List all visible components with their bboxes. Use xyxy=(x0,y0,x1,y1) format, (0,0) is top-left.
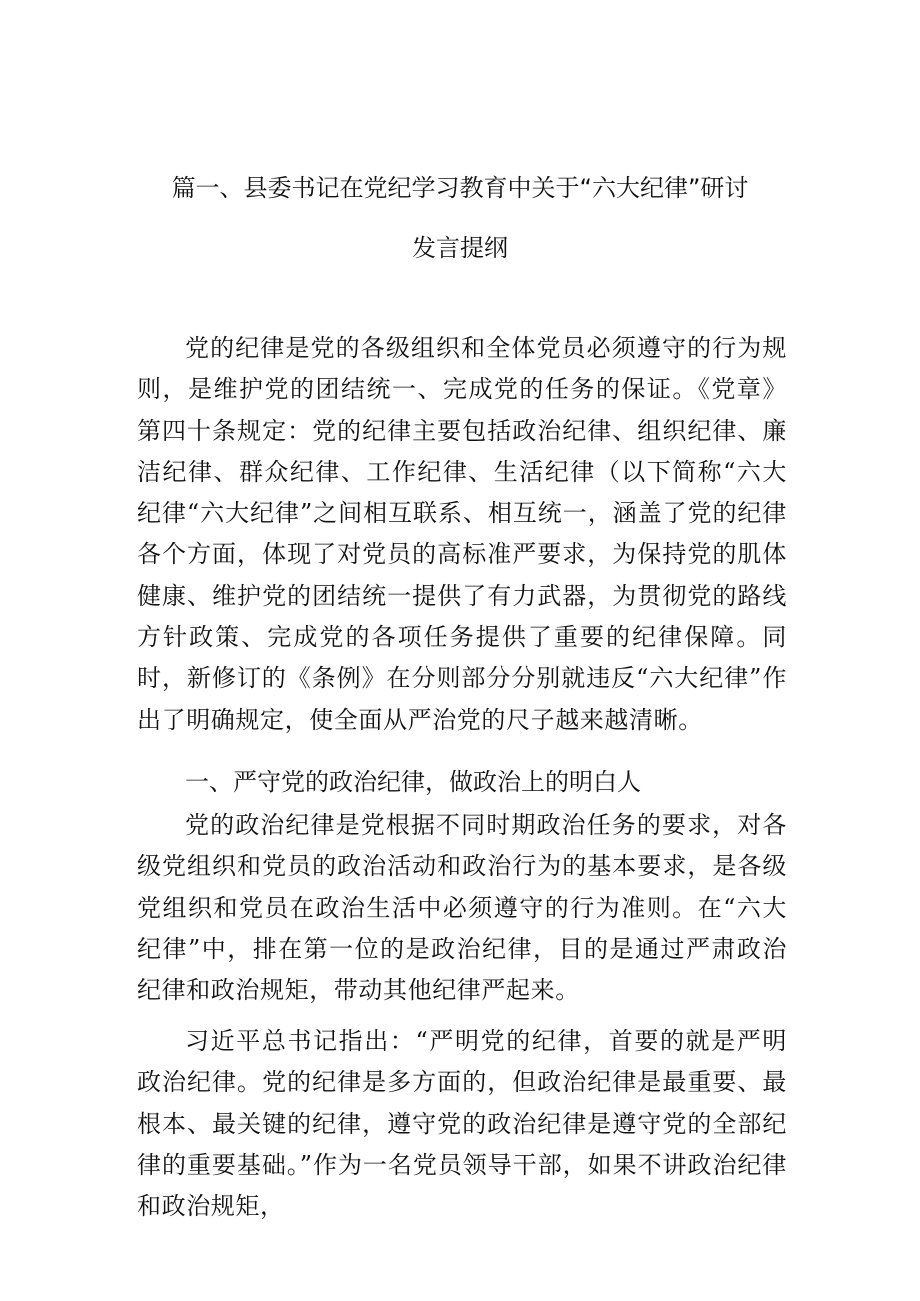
document-title-line-1: 篇一、县委书记在党纪学习教育中关于“六大纪律”研讨 xyxy=(171,174,749,202)
section-heading-political-discipline: 一、严守党的政治纪律，做政治上的明白人 xyxy=(185,768,641,796)
quote-paragraph: 习近平总书记指出：“严明党的纪律，首要的就是严明政治纪律。党的纪律是多方面的，但政治纪律是最重要、最根本、最关键的纪律，遵守党的政治纪律是遵守党的全部纪律的重要基础。”作为一名党员领导干部，如果不讲政治纪律和政治规矩， xyxy=(137,1027,787,1221)
document-title-line-2: 发言提纲 xyxy=(412,234,508,262)
intro-paragraph: 党的纪律是党的各级组织和全体党员必须遵守的行为规则，是维护党的团结统一、完成党的任务的保证。《党章》第四十条规定：党的纪律主要包括政治纪律、组织纪律、廉洁纪律、群众纪律、工作纪律、生活纪律（以下简称“六大纪律“六大纪律”之间相互联系、相互统一，涵盖了党的纪律各个方面，体现了对党员的高标准严要求，为保持党的肌体健康、维护党的团结统一提供了有力武器，为贯彻党的路线方针政策、完成党的各项任务提供了重要的纪律保障。同时，新修订的《条例》在分则部分分别就违反“六大纪律”作出了明确规定，使全面从严治党的尺子越来越清晰。 xyxy=(137,334,787,734)
political-discipline-paragraph: 党的政治纪律是党根据不同时期政治任务的要求，对各级党组织和党员的政治活动和政治行为的基本要求，是各级党组织和党员在政治生活中必须遵守的行为准则。在“六大纪律”中，排在第一位的是政治纪律，目的是通过严肃政治纪律和政治规矩，带动其他纪律严起来。 xyxy=(137,811,787,1005)
